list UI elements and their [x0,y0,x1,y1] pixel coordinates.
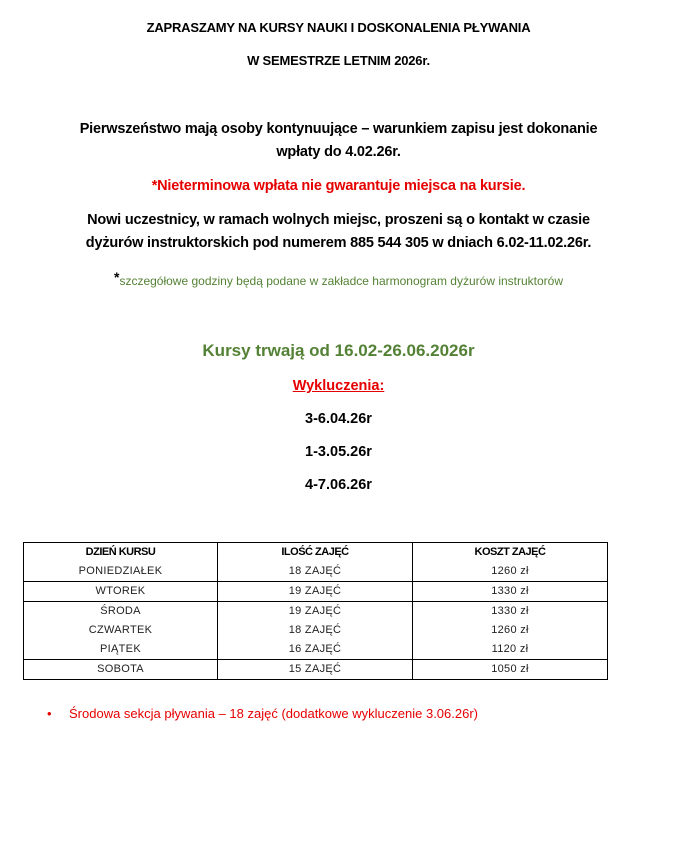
cell-cost: 1050 zł [413,660,608,680]
cell-cost: 1260 zł [413,562,608,582]
table-header-row [24,543,608,563]
cell-sessions: 19 ZAJĘĆ [218,602,413,622]
table-row [24,602,608,622]
cell-cost: 1330 zł [413,582,608,602]
late-payment-warning: *Nieterminowa wpłata nie gwarantuje miejsca na kursie. [151,178,526,194]
footnote [0,269,677,290]
cell-cost: 1260 zł [413,621,608,640]
course-price-table [23,542,608,680]
table-row [24,582,608,602]
cell-cost: 1120 zł [413,640,608,660]
footnote-asterisk: * [113,269,120,285]
exclusion-date: 1-3.05.26r [305,444,372,460]
exclusions-label: Wykluczenia: [292,378,385,394]
cell-day: PONIEDZIAŁEK [24,562,218,582]
cell-day: WTOREK [24,582,218,602]
cell-sessions: 16 ZAJĘĆ [218,640,413,660]
column-header-cost: KOSZT ZAJĘĆ [413,543,608,563]
note-text: Środowa sekcja pływania – 18 zajęć (dodatkowe wykluczenie 3.06.26r) [69,706,478,721]
new-participants-line-2: dyżurów instruktorskich pod numerem 885 544 305 w dniach 6.02-11.02.26r. [85,235,592,251]
cell-sessions: 15 ZAJĘĆ [218,660,413,680]
cell-day: ŚRODA [24,602,218,622]
page-title-line-1: ZAPRASZAMY NA KURSY NAUKI I DOSKONALENIA PŁYWANIA [146,20,531,35]
cell-cost: 1330 zł [413,602,608,622]
bullet-icon: • [47,706,52,721]
table-row [24,660,608,680]
cell-day: SOBOTA [24,660,218,680]
cell-sessions: 18 ZAJĘĆ [218,562,413,582]
cell-sessions: 18 ZAJĘĆ [218,621,413,640]
priority-text-line-2: wpłaty do 4.02.26r. [276,144,401,160]
cell-sessions: 19 ZAJĘĆ [218,582,413,602]
column-header-sessions: ILOŚĆ ZAJĘĆ [218,543,413,563]
footnote-text: szczegółowe godziny będą podane w zakładce harmonogram dyżurów instruktorów [119,274,564,288]
note-list-item [47,706,478,721]
cell-day: PIĄTEK [24,640,218,660]
table-row [24,640,608,660]
exclusion-date: 3-6.04.26r [305,411,372,427]
page-title-line-2: W SEMESTRZE LETNIM 2026r. [247,53,430,68]
table-row [24,562,608,582]
new-participants-line-1: Nowi uczestnicy, w ramach wolnych miejsc, proszeni są o kontakt w czasie [87,212,590,228]
cell-day: CZWARTEK [24,621,218,640]
priority-text-line-1: Pierwszeństwo mają osoby kontynuujące – warunkiem zapisu jest dokonanie [79,121,598,137]
column-header-day: DZIEŃ KURSU [24,543,218,563]
course-period: Kursy trwają od 16.02-26.06.2026r [202,341,475,360]
table-row [24,621,608,640]
exclusion-date: 4-7.06.26r [305,477,372,493]
